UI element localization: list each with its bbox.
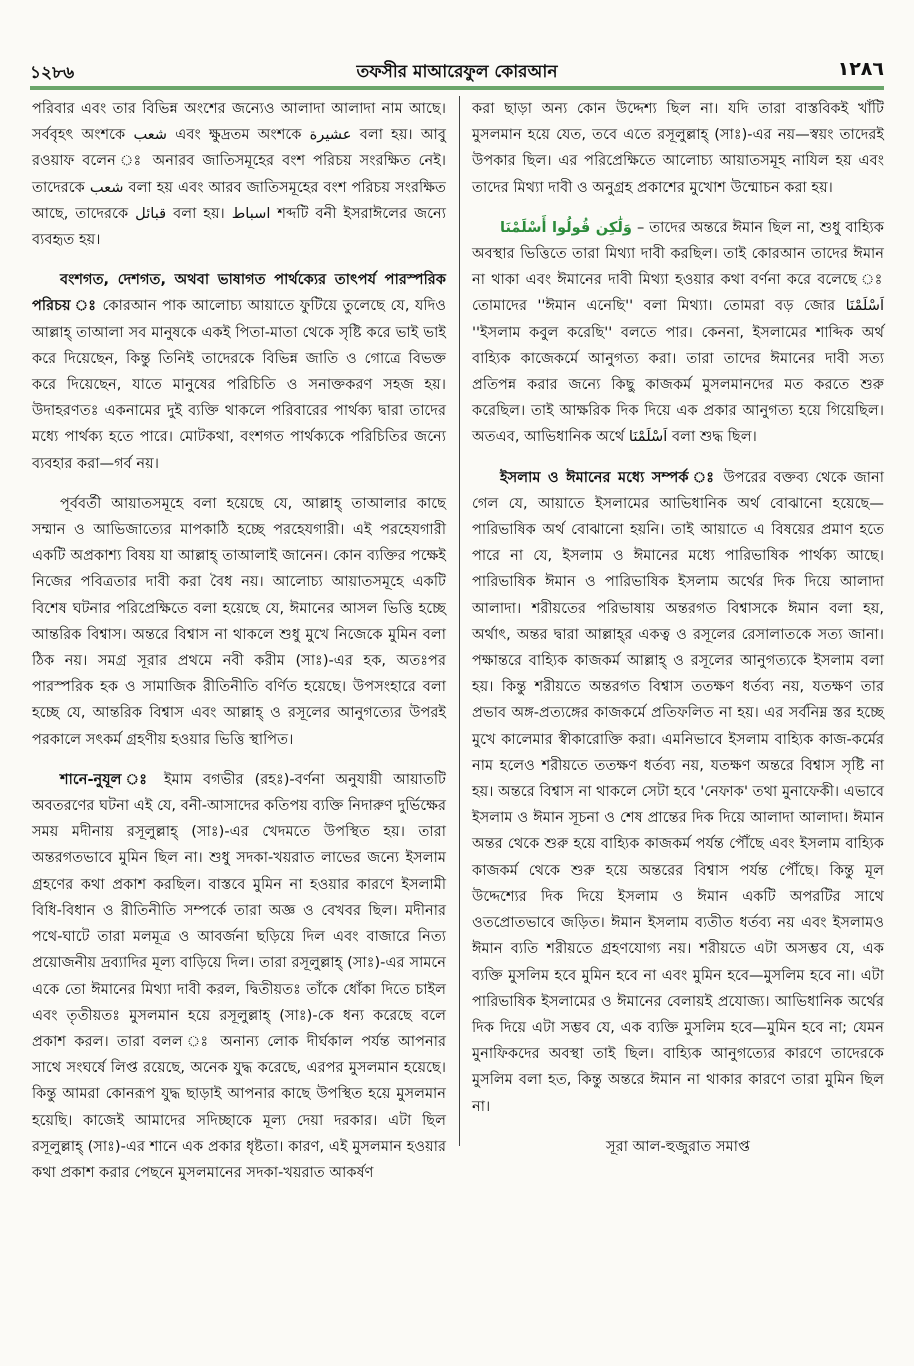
paragraph — [32, 491, 446, 753]
page-number-left: ১২৮৬ — [30, 63, 75, 83]
arabic-verse: وَلَٰكِن قُولُوا أَسْلَمْنَا — [500, 218, 632, 236]
right-column — [472, 96, 884, 1160]
column-divider — [459, 96, 460, 1146]
header-rule — [30, 86, 884, 90]
page-header — [30, 56, 884, 86]
closing-text: সূরা আল-হুজুরাত সমাপ্ত — [606, 1137, 750, 1155]
paragraph-text: ইমাম বগভীর (রহঃ)-বর্ণনা অনুযায়ী আয়াতটি অবতরণের ঘটনা এই যে, বনী-আসাদের কতিপয় ব্যক্তি নিদারুণ দুর্ভিক্ষের সময় মদীনায় রসূলুল্লাহ্ (সাঃ)-এর খেদমতে উপস্থিত হয়। তারা অন্তরগতভাবে মুমিন ছিল না। শুধু সদকা-খয়রাত লাভের জন্যে ইসলাম গ্রহণের কথা প্রকাশ করছিল। বাস্তবে মুমিন না হওয়ার কারণে ইসলামী বিধি-বিধান ও রীতিনীতি সম্পর্কে তারা অজ্ঞ ও বেখবর ছিল। মদীনার পথে-ঘাটে তারা মলমূত্র ও আবর্জনা ছড়িয়ে দিল এবং বাজারে নিত্য প্রয়োজনীয় দ্রব্যাদির মূল্য বাড়িয়ে দিল। তারা রসূলুল্লাহ্ (সাঃ)-এর সামনে একে তো ঈমানের মিথ্যা দাবী করল, দ্বিতীয়তঃ তাঁকে ধোঁকা দিতে চাইল এবং তৃতীয়তঃ মুসলমান হয়ে রসূলুল্লাহ্ (সাঃ)-কে ধন্য করেছে বলে প্রকাশ করল। তারা বলল ঃ অনান্য লোক দীর্ঘকাল পর্যন্ত আপনার সাথে সংঘর্ষে লিপ্ত রয়েছে, অনেক যুদ্ধ করেছে, এরপর মুসলমান হয়েছে। কিন্তু আমরা কোনরূপ যুদ্ধ ছাড়াই আপনার কাছে উপস্থিত হয়ে মুসলমান হয়েছি। কাজেই আমাদের সদিচ্ছাকে মূল্য দেয়া দরকার। এটা ছিল রসূলুল্লাহ্ (সাঃ)-এর শানে এক প্রকার ধৃষ্টতা। কারণ, এই মুসলমান হওয়ার কথা প্রকাশ করার পেছনে মুসলমানের সদকা-খয়রাত আকর্ষণ — [32, 770, 446, 1181]
paragraph-text: পূর্ববর্তী আয়াতসমূহে বলা হয়েছে যে, আল্লাহ্ তাআলার কাছে সম্মান ও আভিজাত্যের মাপকাঠি হচ্ছে পরহেযগারী। এই পরহেযগারী একটি অপ্রকাশ্য বিষয় যা আল্লাহ্ তাআলাই জানেন। কোন ব্যক্তির পক্ষেই নিজের পবিত্রতার দাবী করা বৈধ নয়। আলোচ্য আয়াতসমূহে একটি বিশেষ ঘটনার পরিপ্রেক্ষিতে বলা হয়েছে যে, ঈমানের আসল ভিত্তি হচ্ছে আন্তরিক বিশ্বাস। অন্তরে বিশ্বাস না থাকলে শুধু মুখে নিজেকে মুমিন বলা ঠিক নয়। সমগ্র সূরার প্রথমে নবী করীম (সাঃ)-এর হক, অতঃপর পারস্পরিক হক ও সামাজিক রীতিনীতি বর্ণিত হয়েছে। উপসংহারে বলা হচ্ছে যে, আন্তরিক বিশ্বাস এবং আল্লাহ্ ও রসূলের আনুগত্যের উপরই পরকালে সৎকর্ম গ্রহণীয় হওয়ার ভিত্তি স্থাপিত। — [32, 494, 446, 748]
paragraph-text: পরিবার এবং তার বিভিন্ন অংশের জন্যেও আলাদা আলাদা নাম আছে। সর্ববৃহৎ অংশকে شعب এবং ক্ষুদ্রতম অংশকে عشيرة বলা হয়। আবু রওয়াফ বলেন ঃ অনারব জাতিসমূহের বংশ পরিচয় সংরক্ষিত নেই। তাদেরকে شعب বলা হয় এবং আরব জাতিসমূহের বংশ পরিচয় সংরক্ষিত আছে, তাদেরকে قبائل বলা হয়। اسباط শব্দটি বনী ইসরাঈলের জন্যে ব্যবহৃত হয়। — [32, 100, 447, 249]
paragraph-text: – তাদের অন্তরে ঈমান ছিল না, শুধু বাহ্যিক অবস্থার ভিত্তিতে তারা মিথ্যা দাবী করছিল। তাই কোরআন তাদের ঈমান না থাকা এবং ঈমানের দাবী মিথ্যা হওয়ার কথা বর্ণনা করে বলেছে ঃ তোমাদের ''ঈমান এনেছি'' বলা মিথ্যা। তোমরা বড় জোর اَسْلَمْنَا ''ইসলাম কবুল করেছি'' বলতে পার। কেননা, ইসলামের শাব্দিক অর্থ বাহ্যিক কাজেকর্মে আনুগত্য করা। তারা তাদের ঈমানের দাবী সত্য প্রতিপন্ন করার জন্যে কিছু কাজকর্ম মুসলমানদের মত করতে শুরু করেছিল। তাই আক্ষরিক দিক দিয়ে এক প্রকার আনুগত্য হয়ে গিয়েছিল। অতএব, আভিধানিক অর্থে اَسْلَمْنَا বলা শুদ্ধ ছিল। — [472, 218, 885, 446]
paragraph — [32, 96, 446, 253]
paragraph — [32, 767, 446, 1186]
section-heading: শানে-নুযূল ঃ — [60, 770, 154, 788]
paragraph — [472, 96, 884, 201]
paragraph — [32, 267, 446, 477]
running-title: তফসীর মাআরেফুল কোরআন — [356, 62, 558, 82]
section-heading: বংশগত, দেশগত, অথবা ভাষাগত পার্থক্যের তাৎপর্য পারস্পরিক পরিচয় ঃ — [32, 271, 446, 315]
section-heading: ইসলাম ও ঈমানের মধ্যে সম্পর্ক ঃ — [500, 468, 717, 486]
paragraph — [472, 465, 884, 1120]
paragraph-text: কোরআন পাক আলোচ্য আয়াতে ফুটিয়ে তুলেছে যে, যদিও আল্লাহ্ তাআলা সব মানুষকে একই পিতা-মাতা থেকে সৃষ্টি করে ভাই ভাই করে দিয়েছেন, কিন্তু তিনিই তাদেরকে বিভিন্ন জাতি ও গোত্রে বিভক্ত করে দিয়েছেন, যাতে মানুষের পরিচিতি ও সনাক্তকরণ সহজ হয়। উদাহরণতঃ একনামের দুই ব্যক্তি থাকলে পরিবারের পার্থক্য দ্বারা তাদের মধ্যে পার্থক্য হতে পারে। মোটকথা, বংশগত পার্থক্যকে পরিচিতির জন্যে ব্যবহার করা—গর্ব নয়। — [32, 297, 446, 472]
paragraph — [472, 215, 884, 451]
left-column — [32, 96, 446, 1186]
paragraph-text: করা ছাড়া অন্য কোন উদ্দেশ্য ছিল না। যদি তারা বাস্তবিকই খাঁটি মুসলমান হয়ে যেত, তবে এতে রসূলুল্লাহ্ (সাঃ)-এর নয়—স্বয়ং তাদেরই উপকার ছিল। এর পরিপ্রেক্ষিতে আলোচ্য আয়াতসমূহ নাযিল হয় এবং তাদের মিথ্যা দাবী ও অনুগ্রহ প্রকাশের মুখোশ উন্মোচন করা হয়। — [472, 100, 884, 196]
surah-end-note — [472, 1134, 884, 1160]
page-number-right: ١٢٨٦ — [837, 58, 884, 80]
paragraph-text: উপরের বক্তব্য থেকে জানা গেল যে, আয়াতে ইসলামের আভিধানিক অর্থ বোঝানো হয়েছে—পারিভাষিক অর্থ বোঝানো হয়নি। তাই আয়াতে এ বিষয়ের প্রমাণ হতে পারে না যে, ইসলাম ও ঈমানের মধ্যে পারিভাষিক পার্থক্য আছে। পারিভাষিক ঈমান ও পারিভাষিক ইসলাম অর্থের দিক দিয়ে আলাদা আলাদা। শরীয়তের পরিভাষায় অন্তরগত বিশ্বাসকে ঈমান বলা হয়, অর্থাৎ, অন্তর দ্বারা আল্লাহ্‌র একত্ব ও রসূলের রেসালাতকে সত্য জানা। পক্ষান্তরে বাহ্যিক কাজকর্ম আল্লাহ্ ও রসূলের আনুগত্যকে ইসলাম বলা হয়। কিন্তু শরীয়তে অন্তরগত বিশ্বাস ততক্ষণ ধর্তব্য নয়, যতক্ষণ তার প্রভাব অঙ্গ-প্রত্যঙ্গের কাজকর্মে প্রতিফলিত না হয়। এর সর্বনিম্ন স্তর হচ্ছে মুখে কালেমার স্বীকারোক্তি করা। এমনিভাবে ইসলাম বাহ্যিক কাজ-কর্মের নাম হলেও শরীয়তে ততক্ষণ ধর্তব্য নয়, যতক্ষণ অন্তরে বিশ্বাস সৃষ্টি না হয়। অন্তরে বিশ্বাস না থাকলে সেটা হবে 'নেফাক' তথা মুনাফেকী। এভাবে ইসলাম ও ঈমান সূচনা ও শেষ প্রান্তের দিক দিয়ে আলাদা আলাদা। ঈমান অন্তর থেকে শুরু হয়ে বাহ্যিক কাজকর্ম পর্যন্ত পৌঁছে এবং ইসলাম বাহ্যিক কাজকর্ম থেকে শুরু হয়ে অন্তরের বিশ্বাস পর্যন্ত পৌঁছে। কিন্তু মূল উদ্দেশ্যের দিক দিয়ে ইসলাম ও ঈমান একটি অপরটির সাথে ওতপ্রোতভাবে জড়িত। ঈমান ইসলাম ব্যতীত ধর্তব্য নয় এবং ইসলামও ঈমান ব্যতি শরীয়তে গ্রহণযোগ্য নয়। শরীয়তে এটা অসম্ভব যে, এক ব্যক্তি মুসলিম হবে মুমিন হবে না এবং মুমিন হবে—মুসলিম হবে না। এটা পারিভাষিক ইসলামের ও ঈমানের বেলায়ই প্রযোজ্য। আভিধানিক অর্থের দিক দিয়ে এটা সম্ভব যে, এক ব্যক্তি মুসলিম হবে—মুমিন হবে না; যেমন মুনাফিকদের অবস্থা তাই ছিল। বাহ্যিক আনুগত্যের কারণে তাদেরকে মুসলিম বলা হত, কিন্তু অন্তরে ঈমান না থাকার কারণে তারা মুমিন ছিল না। — [472, 468, 884, 1115]
